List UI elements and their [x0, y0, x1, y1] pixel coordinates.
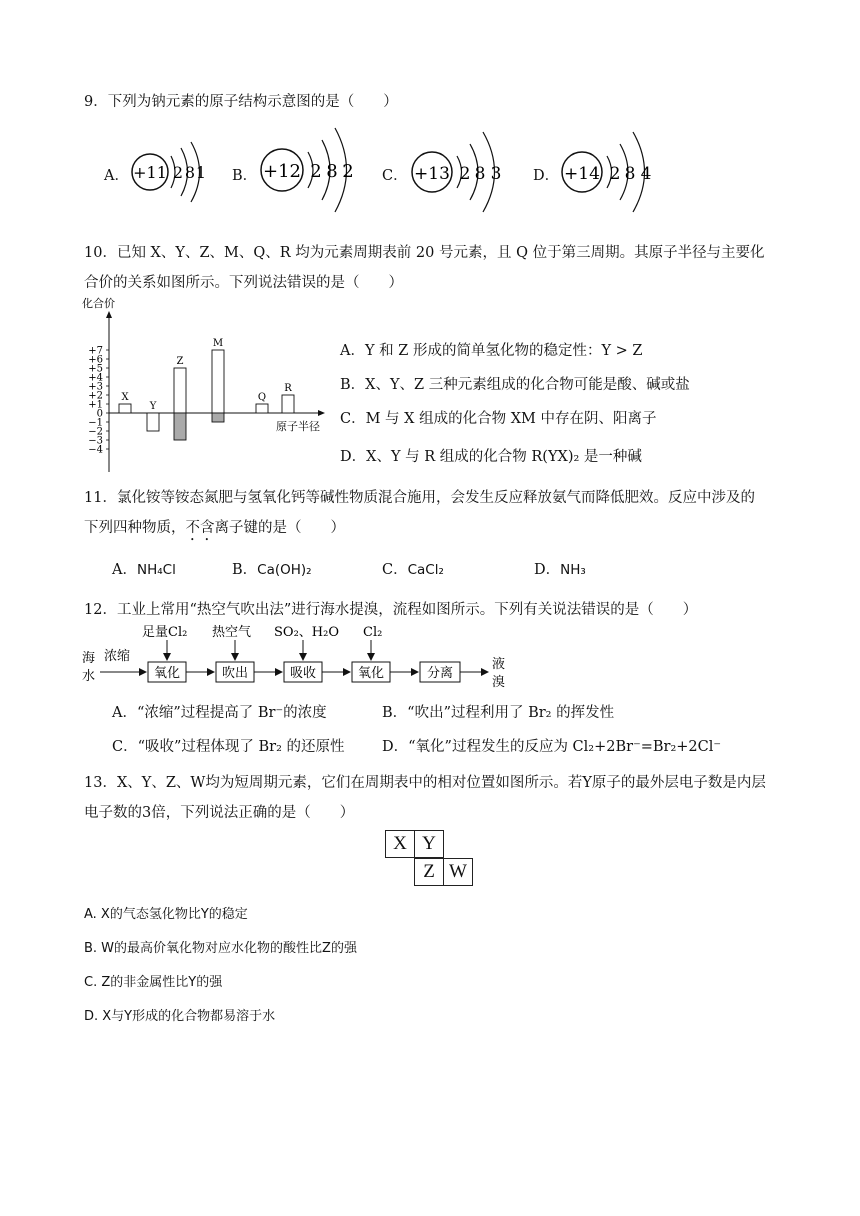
y-tick-label: +2 [88, 390, 103, 402]
chart-bars [119, 350, 294, 440]
nucleus-label-c: +13 [414, 164, 450, 184]
periodic-cell-w: W [443, 858, 473, 886]
flow-concentrate-label: 浓缩 [104, 649, 131, 664]
q12-option-c[interactable]: C．“吸收”过程体现了 Br₂ 的还原性 [112, 739, 345, 755]
shell-a-2: 8 [184, 163, 196, 182]
bar-label-q: Q [257, 392, 267, 403]
question-13-stem-line1: 13．X、Y、Z、W均为短周期元素，它们在周期表中的相对位置如图所示。若Y原子的最外层电子数是内层 [84, 775, 766, 791]
q9-option-c-label[interactable]: C． [382, 168, 408, 184]
flow-start-2: 水 [82, 669, 96, 684]
y-tick-label: +3 [88, 381, 103, 393]
flow-input-cl2: Cl₂ [363, 625, 383, 640]
q11-option-b[interactable]: B．Ca(OH)₂ [232, 562, 312, 578]
flow-input-so2-h2o: SO₂、H₂O [274, 625, 339, 640]
y-tick-label: +4 [88, 372, 103, 384]
question-10-stem-line2: 合价的关系如图所示。下列说法错误的是（ ） [84, 275, 403, 291]
question-13-stem-line2: 电子数的3倍，下列说法正确的是（ ） [84, 805, 355, 821]
atom-diagram-d [560, 126, 670, 218]
bar-label-m: M [212, 338, 224, 349]
flow-start-1: 海 [82, 651, 96, 666]
q11-option-c[interactable]: C．CaCl₂ [382, 562, 444, 578]
bar-z-negative [174, 413, 186, 440]
bar-x-positive [119, 404, 131, 413]
y-tick-label: −4 [88, 444, 103, 456]
y-tick-label: −2 [88, 426, 103, 438]
bar-label-y: Y [149, 401, 157, 412]
q11-option-d[interactable]: D．NH₃ [534, 562, 586, 578]
periodic-cell-z: Z [414, 858, 444, 886]
nucleus-label-a: +11 [133, 163, 167, 182]
flow-end-1: 液 [492, 657, 506, 672]
q12-option-d[interactable]: D．“氧化”过程发生的反应为 Cl₂+2Br⁻=Br₂+2Cl⁻ [382, 739, 722, 755]
chart-xlabel: 原子半径 [276, 420, 320, 433]
flow-end-2: 溴 [492, 675, 506, 690]
q10-option-c[interactable]: C．M 与 X 组成的化合物 XM 中存在阴、阳离子 [340, 411, 657, 427]
atom-diagram-c [410, 126, 520, 218]
flow-input-cl2-excess: 足量Cl₂ [142, 625, 188, 640]
shell-c-3: 3 [490, 164, 502, 184]
periodic-cell-y: Y [414, 830, 444, 858]
y-tick-label: +1 [88, 399, 103, 411]
shell-b-1: 2 [310, 161, 322, 182]
y-tick-label: −3 [88, 435, 103, 447]
q10-option-b[interactable]: B．X、Y、Z 三种元素组成的化合物可能是酸、碱或盐 [340, 377, 690, 393]
svg-text:吸收: 吸收 [289, 666, 317, 681]
shell-d-3: 4 [640, 164, 652, 184]
x-axis-arrow [318, 410, 325, 416]
valence-radius-chart [82, 294, 332, 474]
q12-option-a[interactable]: A．“浓缩”过程提高了 Br⁻的浓度 [112, 705, 327, 721]
y-tick-label: +5 [88, 363, 103, 375]
bar-y-positive [147, 413, 159, 431]
bar-z-positive [174, 368, 186, 413]
bar-m-positive [212, 350, 224, 413]
q12-option-b[interactable]: B．“吹出”过程利用了 Br₂ 的挥发性 [382, 705, 615, 721]
shell-d-1: 2 [609, 164, 621, 184]
y-tick-label: −1 [88, 417, 103, 429]
q10-option-a[interactable]: A．Y 和 Z 形成的简单氢化物的稳定性：Y > Z [340, 343, 643, 359]
svg-text:氧化: 氧化 [357, 666, 385, 681]
q9-option-b-label[interactable]: B． [232, 168, 258, 184]
shell-b-2: 8 [326, 161, 338, 182]
bar-r-positive [282, 395, 294, 413]
bar-label-z: Z [176, 356, 184, 367]
shell-a-1: 2 [172, 163, 184, 182]
y-tick-labels [88, 346, 109, 456]
y-tick-label: +6 [88, 354, 103, 366]
bar-m-negative [212, 413, 224, 422]
bar-label-r: R [284, 383, 292, 394]
q11-stem-post: 离子键的是（ ） [214, 520, 345, 536]
atom-diagram-b [258, 120, 368, 220]
atom-diagram-a [130, 128, 220, 218]
nucleus-label-d: +14 [564, 164, 600, 184]
q13-option-a[interactable]: A. X的气态氢化物比Y的稳定 [84, 907, 248, 922]
q11-stem-pre: 下列四种物质， [84, 520, 186, 536]
bromine-flow-diagram [80, 620, 520, 696]
shell-b-3: 2 [342, 161, 354, 182]
shell-d-2: 8 [624, 164, 636, 184]
q13-option-c[interactable]: C. Z的非金属性比Y的强 [84, 975, 223, 990]
bar-q-positive [256, 404, 268, 413]
periodic-cell-x: X [385, 830, 415, 858]
svg-text:吹出: 吹出 [221, 666, 249, 681]
question-10-stem-line1: 10．已知 X、Y、Z、M、Q、R 均为元素周期表前 20 号元素，且 Q 位于第三周期。其原子半径与主要化 [84, 245, 765, 261]
y-tick-label: 0 [96, 408, 103, 420]
bar-label-x: X [121, 392, 129, 403]
nucleus-label-b: +12 [263, 161, 301, 182]
question-11-stem-line2 [84, 516, 345, 544]
question-12-stem: 12．工业上常用“热空气吹出法”进行海水提溴，流程如图所示。下列有关说法错误的是（ ） [84, 602, 698, 618]
chart-bar-labels [121, 338, 292, 412]
q9-option-a-label[interactable]: A． [104, 168, 129, 184]
shell-a-3: 1 [195, 163, 207, 182]
question-11-stem-line1: 11．氯化铵等铵态氮肥与氢氧化钙等碱性物质混合施用，会发生反应释放氨气而降低肥效。反应中涉及的 [84, 490, 755, 506]
y-tick-label: +7 [88, 345, 103, 357]
q10-option-d[interactable]: D．X、Y 与 R 组成的化合物 R(YX)₂ 是一种碱 [340, 449, 642, 465]
shell-c-1: 2 [459, 164, 471, 184]
q11-stem-emphasis: 不含 [185, 520, 215, 536]
q9-option-d-label[interactable]: D． [533, 168, 560, 184]
shell-c-2: 8 [474, 164, 486, 184]
chart-ylabel: 化合价 [82, 297, 115, 310]
y-axis-arrow [106, 311, 112, 318]
q13-option-d[interactable]: D. X与Y形成的化合物都易溶于水 [84, 1009, 276, 1024]
question-9-stem: 9．下列为钠元素的原子结构示意图的是（ ） [84, 94, 398, 110]
q13-option-b[interactable]: B. W的最高价氧化物对应水化物的酸性比Z的强 [84, 941, 357, 956]
flow-input-hot-air: 热空气 [212, 625, 252, 640]
svg-text:氧化: 氧化 [153, 666, 181, 681]
svg-text:分离: 分离 [426, 666, 454, 681]
q11-option-a[interactable]: A．NH₄Cl [112, 562, 176, 578]
